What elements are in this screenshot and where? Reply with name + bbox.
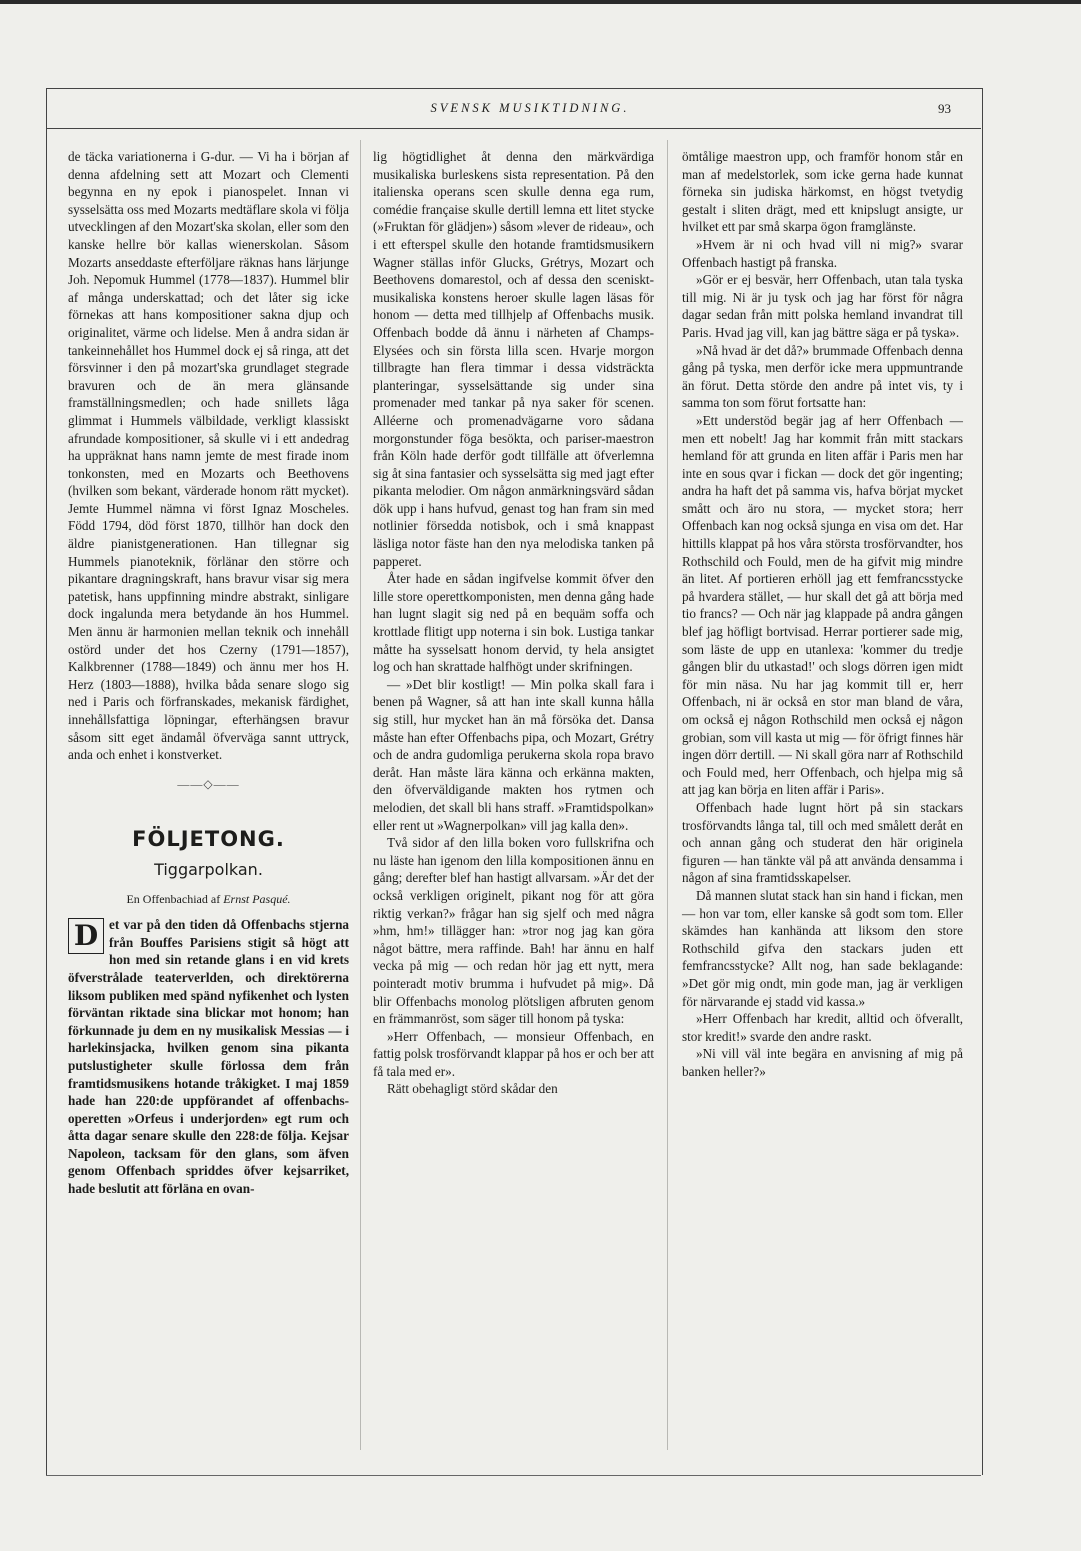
story-paragraph: Då mannen slutat stack han sin hand i fickan, men — hon var tom, eller kanske så godt som tom. Eller skämdes han kanhända att liksom den store Rothschild gifva den stackars juden ett femfrancsstycke? Allt nog, han sade beklagande: »Det gör mig ondt, min gode man, jag är verkligen för närvarande ej stadd vid kassa.» bbox=[682, 887, 963, 1009]
page-frame-bottom bbox=[46, 1475, 981, 1476]
story-paragraph: Åter hade en sådan ingifvelse kommit öfver den lille store operettkomponisten, men denna gång hade han lugnt slagit sig ned på en bequäm soffa och krottlade flitigt upp noterna i sin bok. Lustiga tankar måtte ha sysselsatt honom dervid, ty hela ansigtet log och han skrattade halfhögt under skrifningen. bbox=[373, 571, 654, 675]
story-paragraph: ömtålige maestron upp, och framför honom står en man af medelstorlek, som icke gerna hade kunnat förneka sin judiska härkomst, en högst tvetydig gestalt i sliten drägt, med ett knipslugt ansigte, ur hvilket ett par små skarpa ögon framglänste. bbox=[682, 149, 963, 235]
story-paragraph: »Gör er ej besvär, herr Offenbach, utan tala tyska till mig. Ni är ju tysk och jag har först för några dagar sedan från mitt polska hemland invandrat till Paris. Hvad jag vill, kan jag bättre säga er på tyska». bbox=[682, 272, 963, 340]
story-opening bbox=[68, 916, 349, 1198]
story-paragraph: Rätt obehagligt störd skådar den bbox=[387, 1081, 558, 1097]
header-rule bbox=[46, 128, 981, 129]
page-number: 93 bbox=[938, 101, 951, 116]
column-3 bbox=[682, 148, 963, 1080]
story-paragraph: — »Det blir kostligt! — Min polka skall fara i benen på Wagner, så att han inte skall kunna hålla sig still, hur mycket han än må försöka det. Dansa måste han efter Offenbachs pipa, och Mozart, Grétry och de andra gudomliga perukerna skola ropa bravo deråt. Han måste lära känna och erkänna makten, den öfverväldigande makten hos rytmen och melodien, det skall bli hans straff. »Framtidspolkan» eller rent ut »Wagnerpolkan» vill jag kalla den». bbox=[373, 676, 654, 833]
story-paragraph: Två sidor af den lilla boken voro fullskrifna och nu läste han igenom den lilla kompositionen ännu en gång; derefter blef han hastigt allvarsam. »Är det der också verkligen originelt, pikant nog för att göra riktig verkan?» frågar han sig sjelf och med några »hm, hm!» tillägger han: »tror nog jag kan göra något bättre, mera raffinde. Bah! har ännu en half vecka på mig — och redan hör jag ett nytt, mera pointeradt motiv brumma i hufvudet på mig». Då blir Offenbachs monolog plötsligen afbruten genom en främmanröst, som säger till honom på tyska: bbox=[373, 835, 654, 1027]
column-2 bbox=[373, 148, 654, 1098]
section-ornament: ——◇—— bbox=[177, 776, 240, 791]
byline-author: Ernst Pasqué. bbox=[223, 891, 291, 906]
story-paragraph: »Nå hvad är det då?» brummade Offenbach denna gång på tyska, men derför icke mera uppmuntrande än förut. Detta störde den andre på intet vis, ty i samma ton som förut fortsatte han: bbox=[682, 342, 963, 411]
byline bbox=[68, 891, 349, 909]
story-opening-text: et var på den tiden då Offenbachs stjerna från Bouffes Parisiens stigit så högt att hon med sin retande glans i en vid krets öfverstrålade teaterverlden, och direktörerna liksom publiken med spänd nyfikenhet och lysten förväntan riktade sina blickar mot honom; han förkunnade ju dem en ny musikalisk Messias — i harlekinsjacka, hvilken genom sina pikanta putslustigheter skulle förlossa dem från framtidsmusikens hotande tråkigket. I maj 1859 hade han 220:de uppförandet af offenbachs-operetten »Orfeus i underjorden» egt rum och åtta dagar senare skulle den 228:de följa. Kejsar Napoleon, tacksam för den glans, som äfven genom Offenbach spriddes öfver kejsarriket, hade beslutit att förläna en ovan- bbox=[68, 917, 349, 1197]
running-title: SVENSK MUSIKTIDNING. bbox=[430, 101, 630, 115]
story-paragraph: Offenbach hade lugnt hört på sin stackars trosförvandts långa tal, till och med smålett deråt en och annan gång och studerat den här originela figuren — han tänkte väl på att använda densamma i någon af sina framtidsskapelser. bbox=[682, 799, 963, 886]
scan-top-edge bbox=[0, 0, 1081, 4]
story-paragraph: »Herr Offenbach, — monsieur Offenbach, en fattig polsk trosförvandt klappar på hos er och ber att få tala med er». bbox=[373, 1028, 654, 1079]
column-1 bbox=[68, 148, 349, 1198]
section-title: FÖLJETONG. bbox=[132, 827, 285, 852]
byline-prefix: En Offenbachiad af bbox=[126, 891, 221, 906]
article-paragraph: de täcka variationerna i G-dur. — Vi ha i början af denna afdelning sett att Mozart och Clementi begynna en ny epok i pianospelet. Innan vi sysselsätta oss med Mozarts medtäflare skola vi följa utvecklingen af den Mozart'ska skolan, eller som den kanske hellre bör kallas wienerskolan. Såsom Mozarts anseddaste efterföljare räknas hans lärjunge Joh. Nepomuk Hummel (1778—1837). Hummel blir af många underskattad; och det låter sig icke förnekas att hans kompositioner sakna djup och originalitet, värme och lidelse. Men å andra sidan är tankeinnehållet hos Hummel dock ej så ringa, att det försvinner i den på mozart'ska grundlaget stegrade bravuren och de än mera glänsande framställningsmedlen; och hade snillets låga glimmat i Hummels välbildade, verkligt klassiskt afrundade kompositioner, så skulle vi i ett andedrag ha uppräknat hans namn jemte de mest firade inom tonkonsten, med en Mozarts och Beethovens (hvilken som bekant, värderade honom rätt mycket). Jemte Hummel nämna vi först Ignaz Moscheles. Född 1794, död först 1870, tillhör han dock den äldre pianistgenerationen. Han tillegnar sig Hummels pianoteknik, förlänar den större och pikantare dragningskraft, hans bravur visar sig mera patetisk, hans uppfinning mindre abstrakt, sinligare dock ingalunda mera betydande än hos Hummel. Men ännu är harmonien mellan teknik och innehåll ostörd under det hos Czerny (1791—1857), Kalkbrenner (1788—1849) och ännu mer hos H. Herz (1803—1888), hvilka båda senare slogo sig ned i Paris och förfranskades, mekanisk färdighet, innehållsfattiga löpningar, efterhängsen bravur såsom sitt eget ändamål öfverväga sannt uttryck, anda och enhet i konstverket. bbox=[68, 149, 349, 763]
story-paragraph: »Ni vill väl inte begära en anvisning af mig på banken heller?» bbox=[682, 1046, 963, 1079]
column-rule-1 bbox=[360, 140, 361, 1450]
story-paragraph: »Herr Offenbach har kredit, alltid och öfverallt, stor kredit!» svarde den andre raskt. bbox=[682, 1011, 963, 1044]
drop-cap: D bbox=[68, 918, 104, 954]
column-rule-2 bbox=[667, 140, 668, 1450]
story-paragraph: lig högtidlighet åt denna den märkvärdiga musikaliska burleskens sista representation. På den italienska operans scen skulle denna ega rum, comédie française skulle dertill lemna ett litet stycke (»Fruktan för glädjen») såsom »lever de rideau», och i ett efterspel skulle den hotande framtidsmusikern Wagner ställas inför Glucks, Grétrys, Mozart och Beethovens domarestol, och af dessa den sceniskt-musikaliska konstens heroer skulle lagen läsas för honom — detta med tillhjelp af Offenbachs musik. Offenbach bodde då ännu i närheten af Champs-Elysées och sin första lilla scen. Hvarje morgon tillbragte han flera timmar i dessa vidsträckta planteringar, sysselsättande sig under sina promenader med tankar på nya saker för scenen. Alléerne och promenadvägarne voro sådana morgonstunder föga besökta, och pariser-maestron från Köln hade derför godt tillfälle att öfverlemna sig åt sina fantasier och sysselsätta sig med jagt efter pikanta melodier. Om någon anmärkningsvärd sådan dök upp i hans hufvud, genast tog han fram sin med notlinier försedda notisbok, och i små knappast läsliga notor fäste han den nya melodiska tanken på papperet. bbox=[373, 149, 654, 569]
story-paragraph: »Hvem är ni och hvad vill ni mig?» svarar Offenbach hastigt på franska. bbox=[682, 236, 963, 270]
story-title: Tiggarpolkan. bbox=[154, 859, 263, 879]
story-paragraph: »Ett understöd begär jag af herr Offenbach — men ett nobelt! Jag har kommit från mitt stackars hemland för att grunda en liten affär i Paris men har inte en sous qvar i fickan — dock det gör ingenting; andra ha haft det på samma vis, hafva börjat mycket smått och äro nu stora, — mycket stora; herr Offenbach kan nog också sjunga en visa om det. Har hittills klappat på hos våra största trosförvandter, hos Rothschild och Fould, men de ha gifvit mig mindre än litet. Af portieren erhöll jag ett femfrancsstycke på hvardera stället, — hur skall det gå att börja med tio francs? — Och när jag klappade på andra gången blef jag höfligt bortvisad. Herrar portierer sade mig, som läste de upp en utanlexa: 'kommer du tredje gången blir du utkastad!' och slogs dörren igen midt för min näsa. Nu har jag kommit till er, herr Offenbach, ni är också en stor man bland de våra, om också ej någon Rothschild men också ej någon grobian, som vill kasta ut mig — för öfrigt finnes här ingen dörr dertill. — Ni skall göra narr af Rothschild och Fould med, herr Offenbach, och hjelpa mig så att jag kan börja en liten affär i Paris». bbox=[682, 412, 963, 798]
